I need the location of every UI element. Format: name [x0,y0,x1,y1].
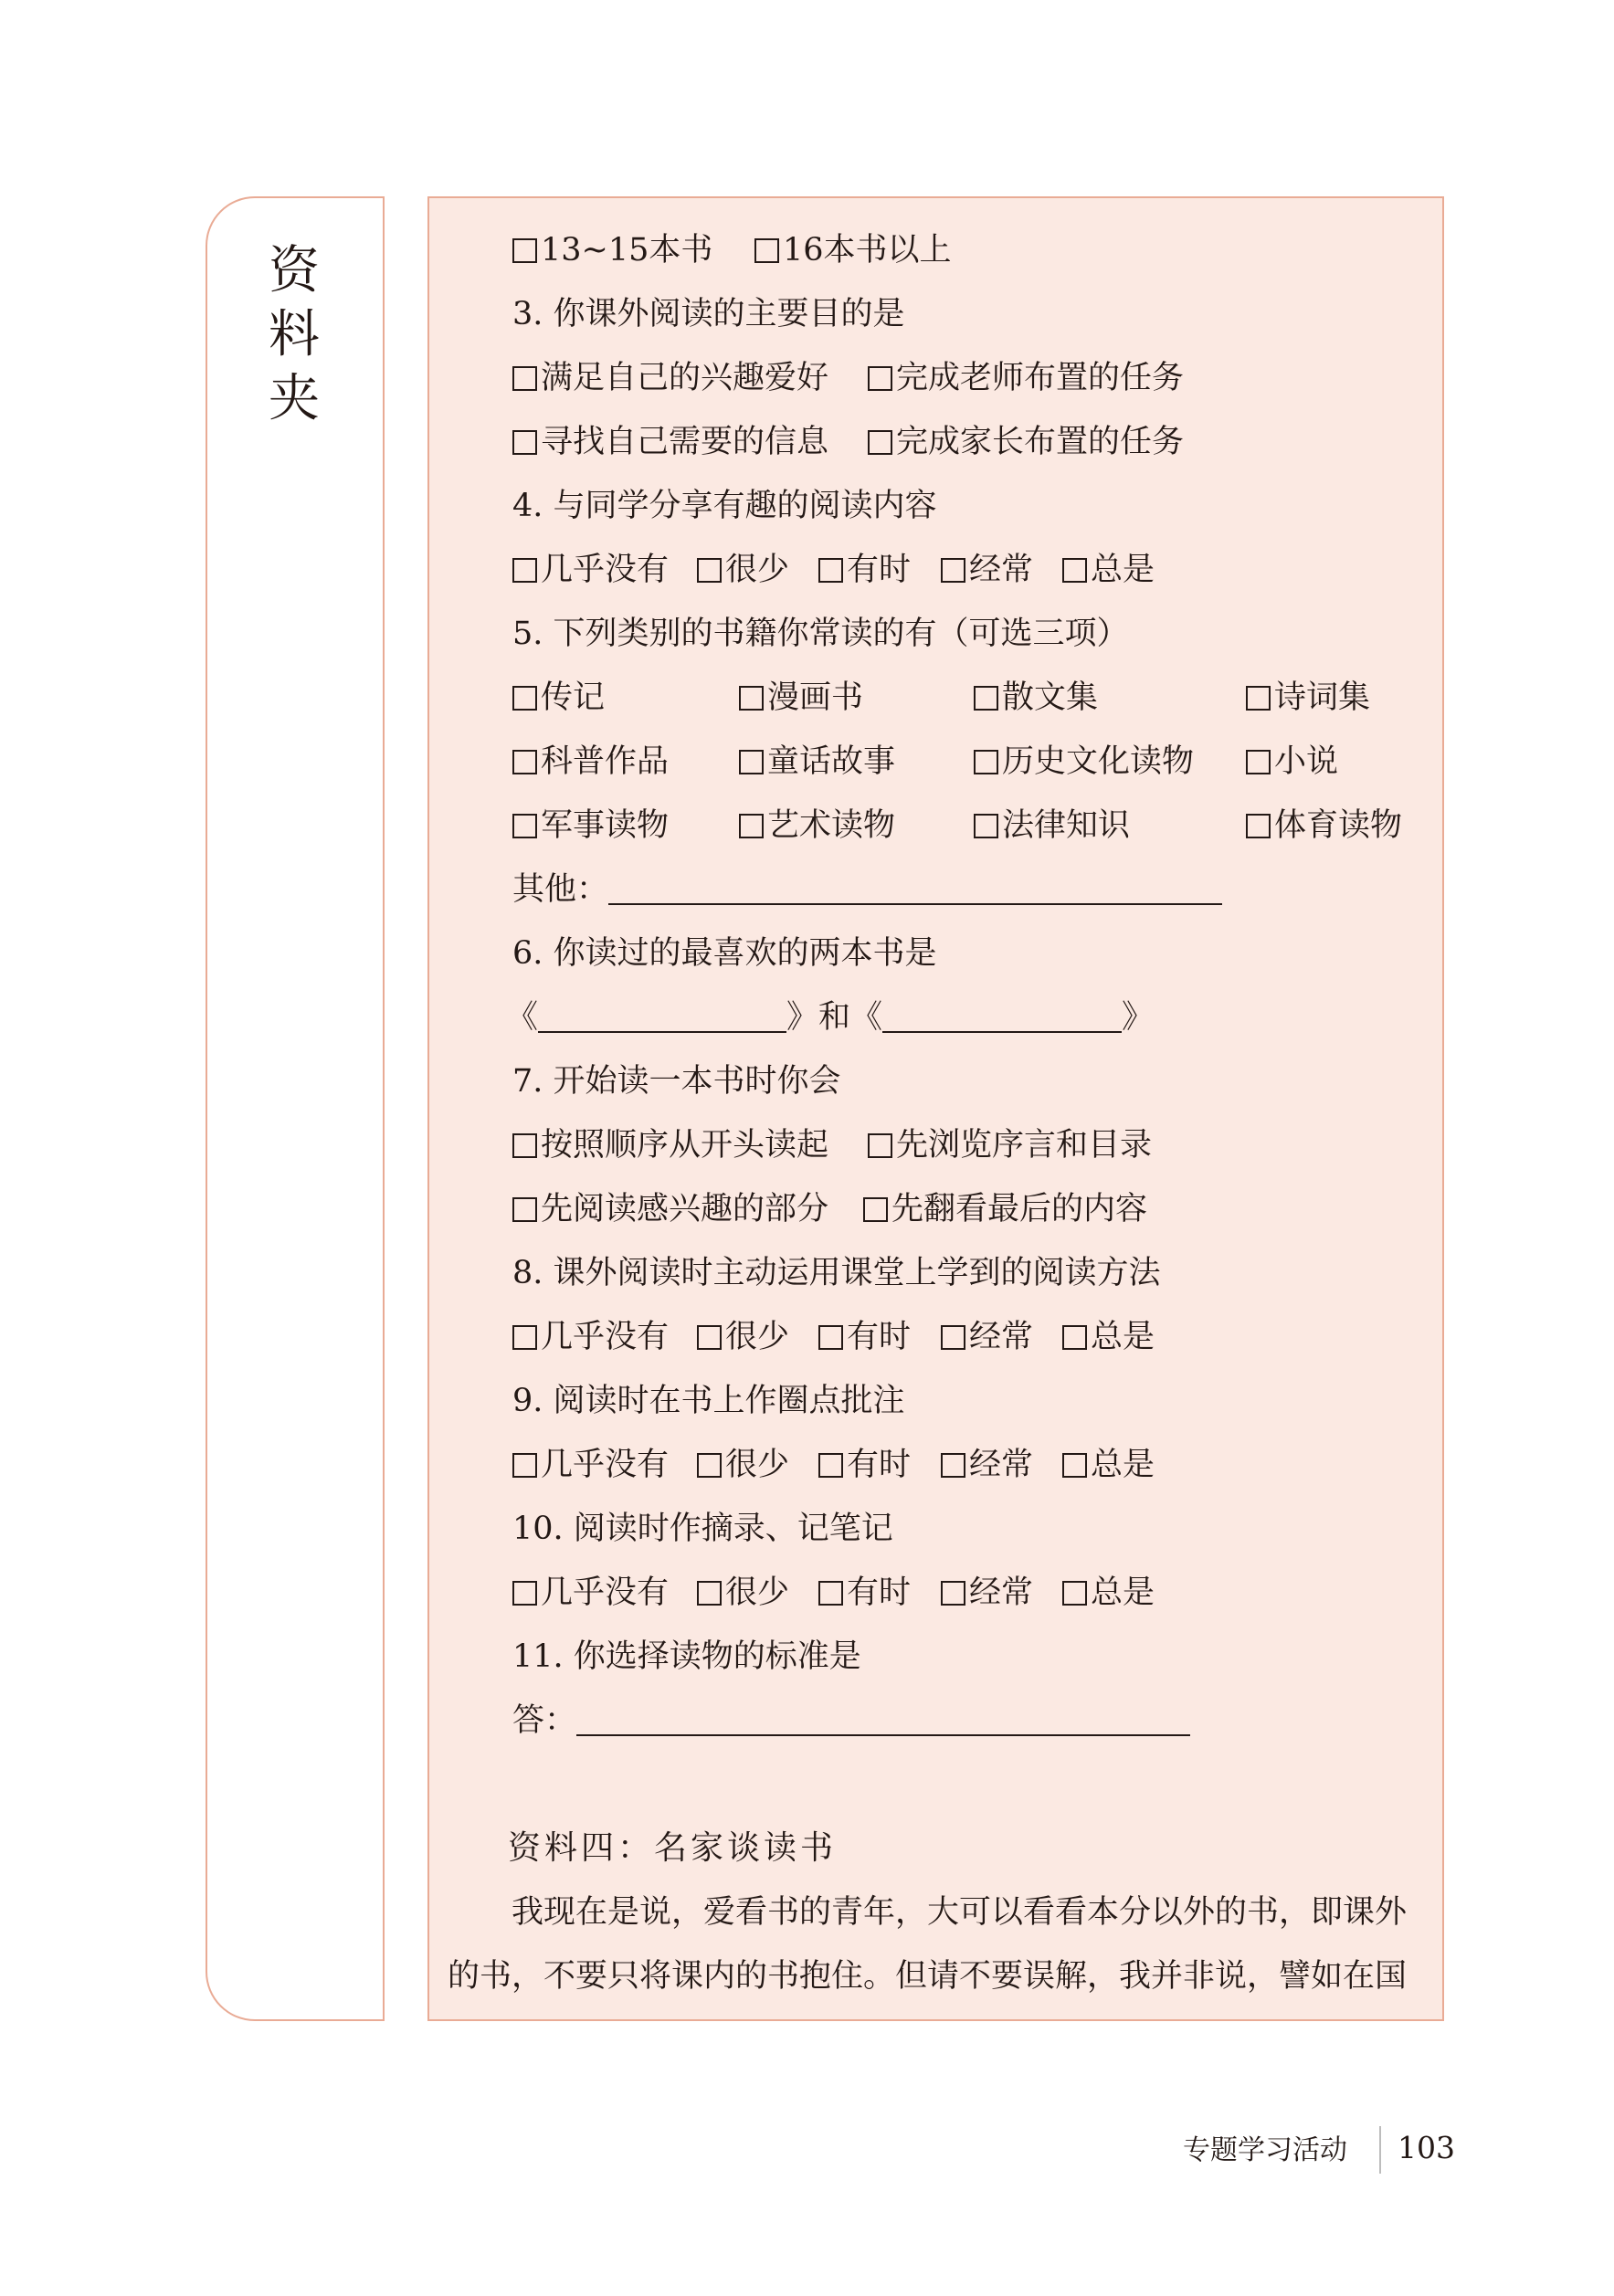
checkbox-icon[interactable] [512,1133,537,1158]
checkbox-icon[interactable] [863,1197,888,1222]
checkbox-option[interactable]: 童话故事 [739,742,895,782]
favorite-books-row: 《 》和《 》 [506,999,1155,1036]
answer-field[interactable] [576,1703,1190,1736]
checkbox-icon[interactable] [512,686,537,711]
other-answer-row: 其他： [512,869,1222,910]
paragraph-line: 我现在是说，爱看书的青年，大可以看看本分以外的书，即课外 [512,1894,1408,1931]
question-8: 8. 课外阅读时主动运用课堂上学到的阅读方法 [512,1255,1161,1291]
checkbox-icon[interactable] [941,1453,965,1478]
footer-section-label: 专题学习活动 [1183,2134,1347,2166]
checkbox-option[interactable]: 诗词集 [1246,678,1370,718]
checkbox-option[interactable]: 很少 [697,550,789,590]
checkbox-icon[interactable] [512,1325,537,1350]
page-number: 103 [1398,2130,1455,2165]
checkbox-icon[interactable] [512,750,537,774]
checkbox-icon[interactable] [974,814,998,838]
checkbox-icon[interactable] [868,1133,892,1158]
checkbox-option[interactable]: 科普作品 [512,742,669,782]
book-title-field-1[interactable] [538,1000,786,1033]
checkbox-icon[interactable] [697,1453,722,1478]
question-4: 4. 与同学分享有趣的阅读内容 [512,488,937,524]
other-answer-field[interactable] [608,872,1222,905]
checkbox-option[interactable]: 很少 [697,1573,789,1613]
question-3: 3. 你课外阅读的主要目的是 [512,296,905,332]
question-5: 5. 下列类别的书籍你常读的有（可选三项） [512,616,1129,652]
checkbox-option[interactable]: 完成老师布置的任务 [868,358,1184,398]
checkbox-option[interactable]: 总是 [1062,1573,1155,1613]
checkbox-option[interactable]: 军事读物 [512,806,669,846]
question-7: 7. 开始读一本书时你会 [512,1063,841,1100]
checkbox-icon[interactable] [1246,750,1271,774]
checkbox-icon[interactable] [868,366,892,391]
checkbox-icon[interactable] [512,1581,537,1606]
checkbox-icon[interactable] [941,558,965,583]
checkbox-icon[interactable] [974,686,998,711]
checkbox-option[interactable]: 寻找自己需要的信息 [512,422,828,462]
checkbox-option[interactable]: 几乎没有 [512,550,669,590]
checkbox-icon[interactable] [697,558,722,583]
checkbox-icon[interactable] [512,366,537,391]
checkbox-option[interactable]: 体育读物 [1246,806,1402,846]
checkbox-option[interactable]: 总是 [1062,1445,1155,1485]
question-10: 10. 阅读时作摘录、记笔记 [512,1511,893,1547]
checkbox-icon[interactable] [697,1325,722,1350]
checkbox-icon[interactable] [754,238,779,263]
checkbox-option[interactable]: 经常 [941,1445,1033,1485]
checkbox-option[interactable]: 经常 [941,550,1033,590]
checkbox-icon[interactable] [512,814,537,838]
checkbox-option[interactable]: 传记 [512,678,605,718]
checkbox-option[interactable]: 总是 [1062,550,1155,590]
checkbox-option[interactable]: 先翻看最后的内容 [863,1189,1147,1229]
checkbox-option[interactable]: 有时 [818,1445,911,1485]
checkbox-icon[interactable] [818,1581,843,1606]
checkbox-icon[interactable] [512,430,537,455]
checkbox-icon[interactable] [697,1581,722,1606]
book-title-field-2[interactable] [882,1000,1122,1033]
checkbox-option[interactable]: 艺术读物 [739,806,895,846]
checkbox-option[interactable]: 几乎没有 [512,1445,669,1485]
checkbox-icon[interactable] [941,1325,965,1350]
checkbox-icon[interactable] [941,1581,965,1606]
checkbox-option[interactable]: 满足自己的兴趣爱好 [512,358,828,398]
answer-row: 答： [512,1701,1190,1741]
checkbox-icon[interactable] [1246,814,1271,838]
checkbox-icon[interactable] [818,1453,843,1478]
question-9: 9. 阅读时在书上作圈点批注 [512,1383,905,1419]
checkbox-option[interactable]: 经常 [941,1317,1033,1357]
checkbox-option[interactable]: 历史文化读物 [974,742,1194,782]
checkbox-option[interactable]: 漫画书 [739,678,863,718]
checkbox-icon[interactable] [512,1197,537,1222]
questionnaire-panel [427,196,1444,2021]
sidebar-divider [383,196,385,2021]
checkbox-icon[interactable] [739,750,764,774]
checkbox-icon[interactable] [1062,558,1087,583]
checkbox-icon[interactable] [512,558,537,583]
checkbox-option[interactable]: 有时 [818,550,911,590]
checkbox-option[interactable]: 完成家长布置的任务 [868,422,1184,462]
paragraph-line: 的书，不要只将课内的书抱住。但请不要误解，我并非说，譬如在国 [448,1958,1408,1995]
checkbox-option[interactable]: 法律知识 [974,806,1130,846]
checkbox-icon[interactable] [1246,686,1271,711]
question-11: 11. 你选择读物的标准是 [512,1638,861,1675]
checkbox-option[interactable]: 几乎没有 [512,1573,669,1613]
checkbox-option[interactable]: 几乎没有 [512,1317,669,1357]
checkbox-icon[interactable] [739,814,764,838]
checkbox-icon[interactable] [818,558,843,583]
checkbox-option[interactable]: 散文集 [974,678,1098,718]
checkbox-option[interactable]: 先浏览序言和目录 [868,1125,1152,1165]
checkbox-option[interactable]: 有时 [818,1573,911,1613]
checkbox-option[interactable]: 很少 [697,1317,789,1357]
checkbox-icon[interactable] [1062,1581,1087,1606]
checkbox-option[interactable]: 小说 [1246,742,1338,782]
checkbox-icon[interactable] [512,1453,537,1478]
checkbox-option[interactable]: 16本书以上 [754,230,952,270]
checkbox-option[interactable]: 很少 [697,1445,789,1485]
checkbox-option[interactable]: 13~15本书 [512,230,712,270]
checkbox-icon[interactable] [868,430,892,455]
sidebar-title: 资料夹 [269,241,320,428]
section-heading: 资料四：名家谈读书 [508,1829,838,1867]
footer-divider [1379,2126,1381,2174]
checkbox-icon[interactable] [818,1325,843,1350]
question-6: 6. 你读过的最喜欢的两本书是 [512,935,937,972]
checkbox-option[interactable]: 按照顺序从开头读起 [512,1125,828,1165]
checkbox-option[interactable]: 总是 [1062,1317,1155,1357]
checkbox-icon[interactable] [1062,1453,1087,1478]
sidebar-tab [206,196,385,2021]
checkbox-option[interactable]: 经常 [941,1573,1033,1613]
checkbox-icon[interactable] [1062,1325,1087,1350]
checkbox-icon[interactable] [974,750,998,774]
checkbox-icon[interactable] [739,686,764,711]
checkbox-option[interactable]: 先阅读感兴趣的部分 [512,1189,828,1229]
checkbox-icon[interactable] [512,238,537,263]
checkbox-option[interactable]: 有时 [818,1317,911,1357]
